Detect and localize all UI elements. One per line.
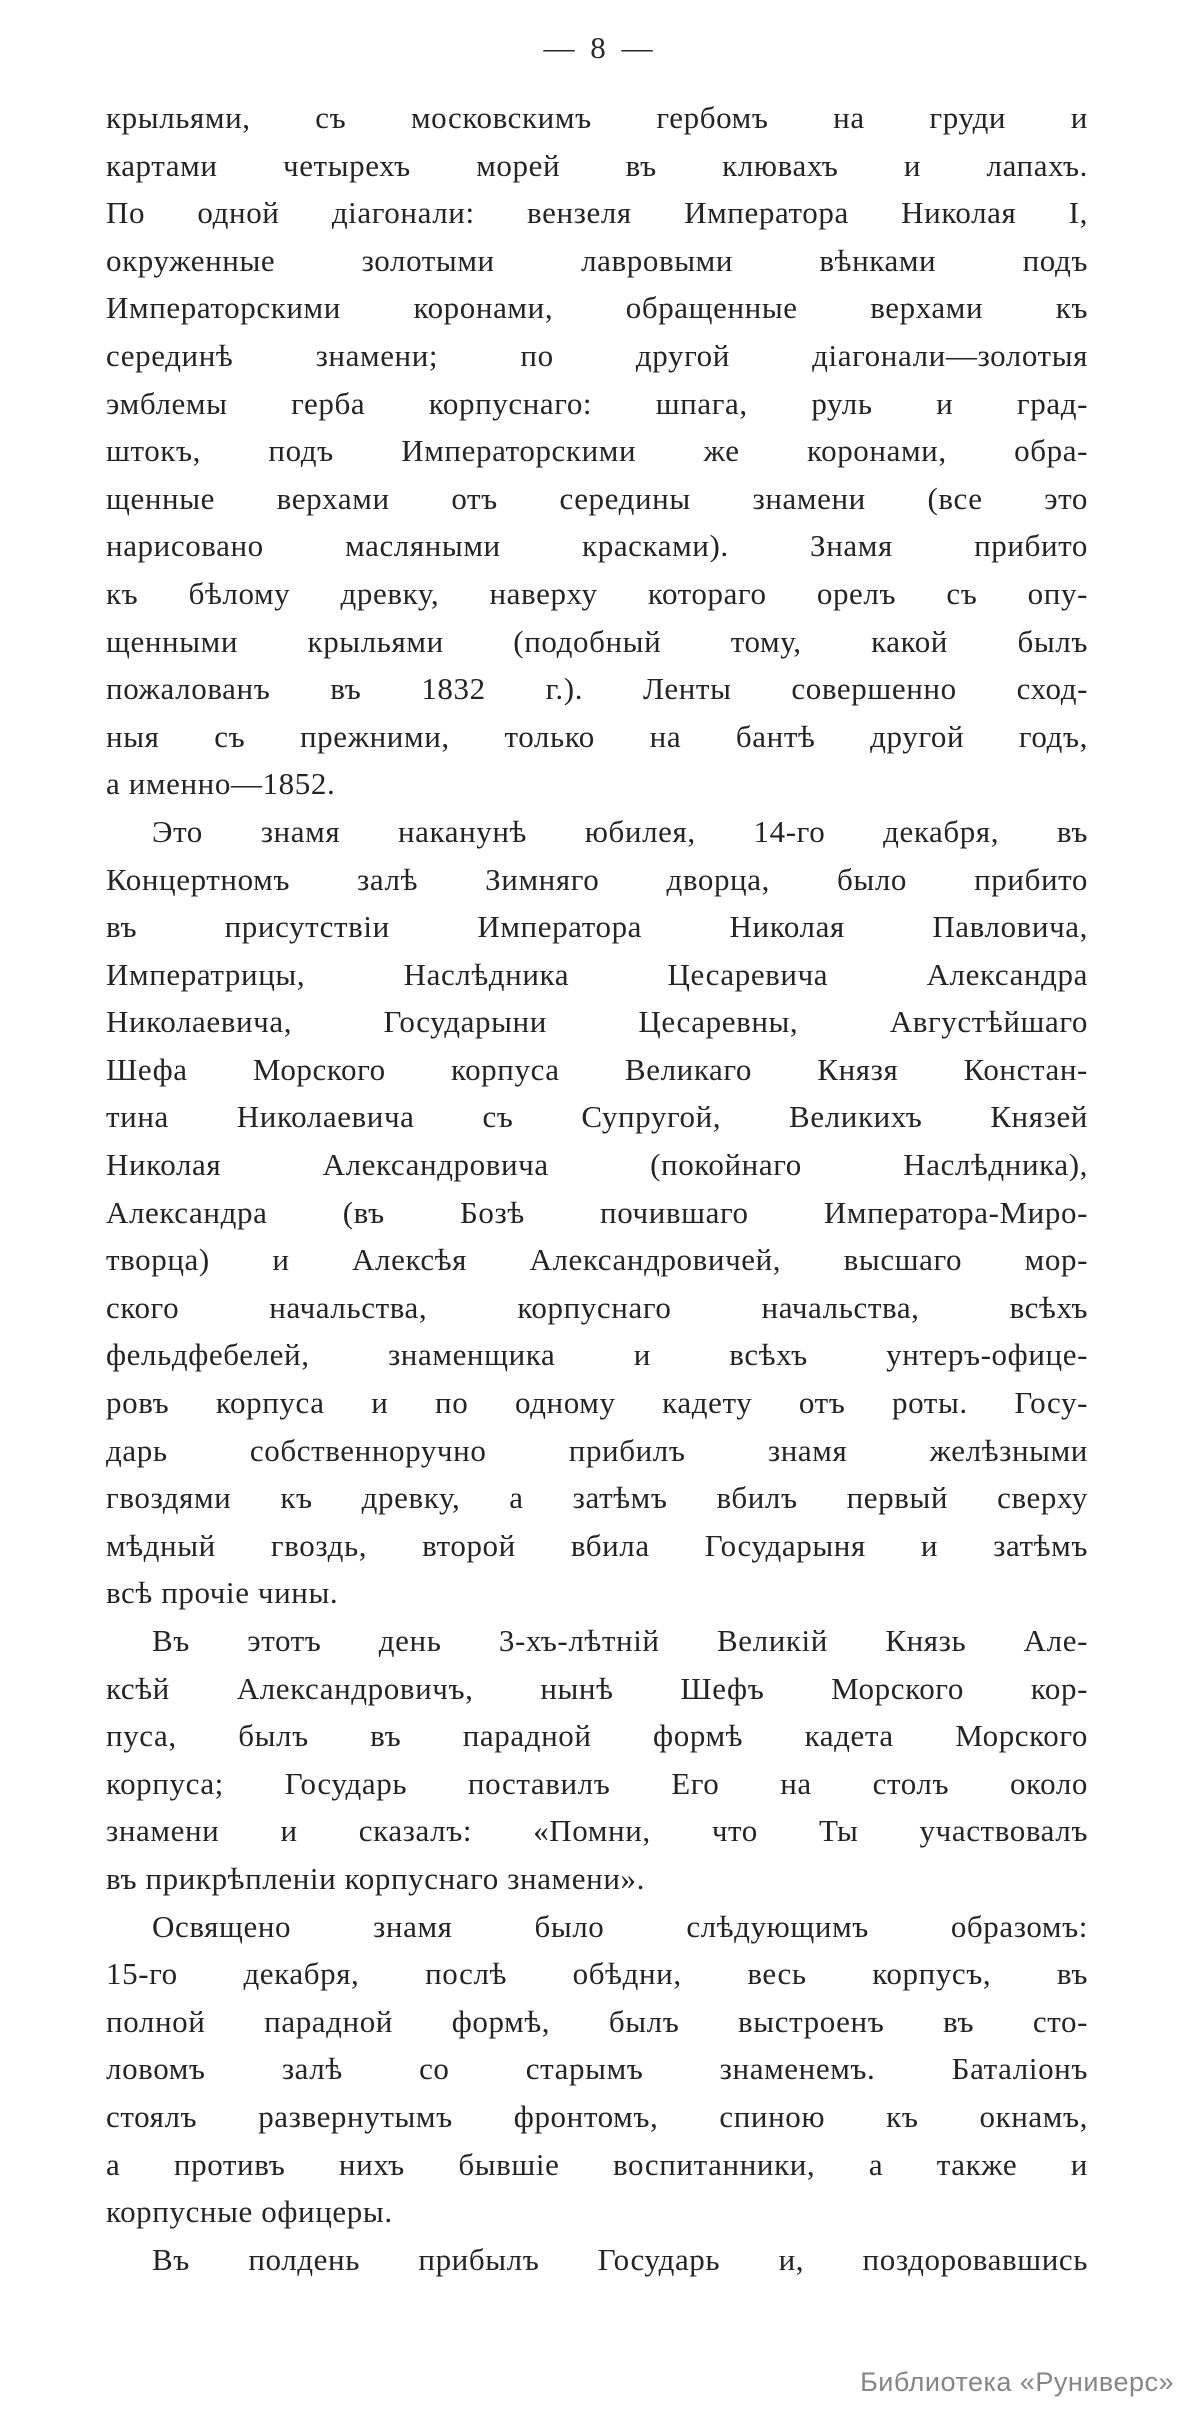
paragraph (106, 1617, 1088, 1903)
text-line: дарь собственноручно прибилъ знамя желѣзными (106, 1432, 1088, 1468)
page-number: — 8 — (543, 30, 657, 65)
text-column (106, 94, 1088, 2283)
text-line: штокъ, подъ Императорскими же коронами, обра- (106, 433, 1088, 469)
text-line: Императрицы, Наслѣдника Цесаревича Александра (106, 956, 1088, 992)
text-line: Николаевича, Государыни Цесаревны, Августѣйшаго (106, 1004, 1088, 1040)
text-line: ксѣй Александровичъ, нынѣ Шефъ Морского кор- (106, 1670, 1088, 1706)
library-watermark: Библиотека «Руниверс» (860, 2367, 1174, 2397)
text-line: стоялъ развернутымъ фронтомъ, спиною къ окнамъ, (106, 2098, 1088, 2134)
text-line: корпусные офицеры. (106, 2194, 393, 2230)
text-line: тина Николаевича съ Супругой, Великихъ Князей (106, 1099, 1088, 1135)
text-line: мѣдный гвоздь, второй вбила Государыня и затѣмъ (106, 1527, 1088, 1563)
text-line: ровъ корпуса и по одному кадету отъ роты. Госу- (106, 1385, 1088, 1421)
text-line: пуса, былъ въ парадной формѣ кадета Морского (106, 1718, 1088, 1754)
text-line: а противъ нихъ бывшіе воспитанники, а также и (106, 2146, 1088, 2182)
text-line: въ прикрѣпленіи корпуснаго знамени». (106, 1860, 645, 1896)
text-line: Концертномъ залѣ Зимняго дворца, было прибито (106, 861, 1088, 897)
text-line: эмблемы герба корпуснаго: шпага, руль и град- (106, 385, 1088, 421)
text-line: крыльями, съ московскимъ гербомъ на груди и (106, 100, 1088, 135)
text-line: корпуса; Государь поставилъ Его на столъ около (106, 1765, 1088, 1801)
text-line: а именно—1852. (106, 766, 336, 802)
text-line: пожалованъ въ 1832 г.). Ленты совершенно сход- (106, 671, 1088, 707)
paragraph (106, 1903, 1088, 2236)
text-line: Освящено знамя было слѣдующимъ образомъ: (152, 1908, 1088, 1944)
text-line: гвоздями къ древку, а затѣмъ вбилъ первый сверху (106, 1480, 1088, 1516)
text-line: въ присутствіи Императора Николая Павловича, (106, 909, 1088, 945)
text-line: фельдфебелей, знаменщика и всѣхъ унтеръ-офице- (106, 1337, 1088, 1373)
text-line: творца) и Алексѣя Александровичей, высшаго мор- (106, 1242, 1088, 1278)
text-line: щенными крыльями (подобный тому, какой былъ (106, 623, 1088, 659)
text-line: полной парадной формѣ, былъ выстроенъ въ сто- (106, 2003, 1088, 2039)
text-line: ловомъ залѣ со старымъ знаменемъ. Баталіонъ (106, 2051, 1088, 2087)
text-line: По одной діагонали: вензеля Императора Николая I, (106, 195, 1088, 231)
text-line: Въ полдень прибылъ Государь и, поздоровавшись (152, 2241, 1088, 2277)
text-line: Шефа Морского корпуса Великаго Князя Констан- (106, 1051, 1088, 1087)
text-line: Въ этотъ день 3-хъ-лѣтній Великій Князь Але- (152, 1623, 1088, 1658)
text-line: ского начальства, корпуснаго начальства, всѣхъ (106, 1289, 1088, 1325)
text-line: окруженные золотыми лавровыми вѣнками подъ (106, 242, 1088, 278)
text-line: нарисовано масляными красками). Знамя прибито (106, 528, 1088, 564)
paragraph (106, 94, 1088, 808)
text-line: ныя съ прежними, только на бантѣ другой годъ, (106, 718, 1088, 754)
text-line: знамени и сказалъ: «Помни, что Ты участвовалъ (106, 1813, 1088, 1849)
text-line: Николая Александровича (покойнаго Наслѣдника), (106, 1147, 1088, 1183)
text-line: Александра (въ Бозѣ почившаго Императора-Миро- (106, 1194, 1088, 1230)
text-line: серединѣ знамени; по другой діагонали—золотыя (106, 337, 1088, 373)
paragraph (106, 808, 1088, 1617)
text-line: Это знамя наканунѣ юбилея, 14-го декабря, въ (152, 813, 1088, 849)
text-line: всѣ прочіе чины. (106, 1575, 339, 1611)
text-line: Императорскими коронами, обращенные верхами къ (106, 290, 1088, 326)
text-line: 15-го декабря, послѣ обѣдни, весь корпусъ, въ (106, 1956, 1088, 1992)
text-line: къ бѣлому древку, наверху котораго орелъ съ опу- (106, 575, 1088, 611)
paragraph (106, 2236, 1088, 2284)
text-line: картами четырехъ морей въ клювахъ и лапахъ. (106, 147, 1088, 183)
text-line: щенные верхами отъ середины знамени (все это (106, 480, 1088, 516)
